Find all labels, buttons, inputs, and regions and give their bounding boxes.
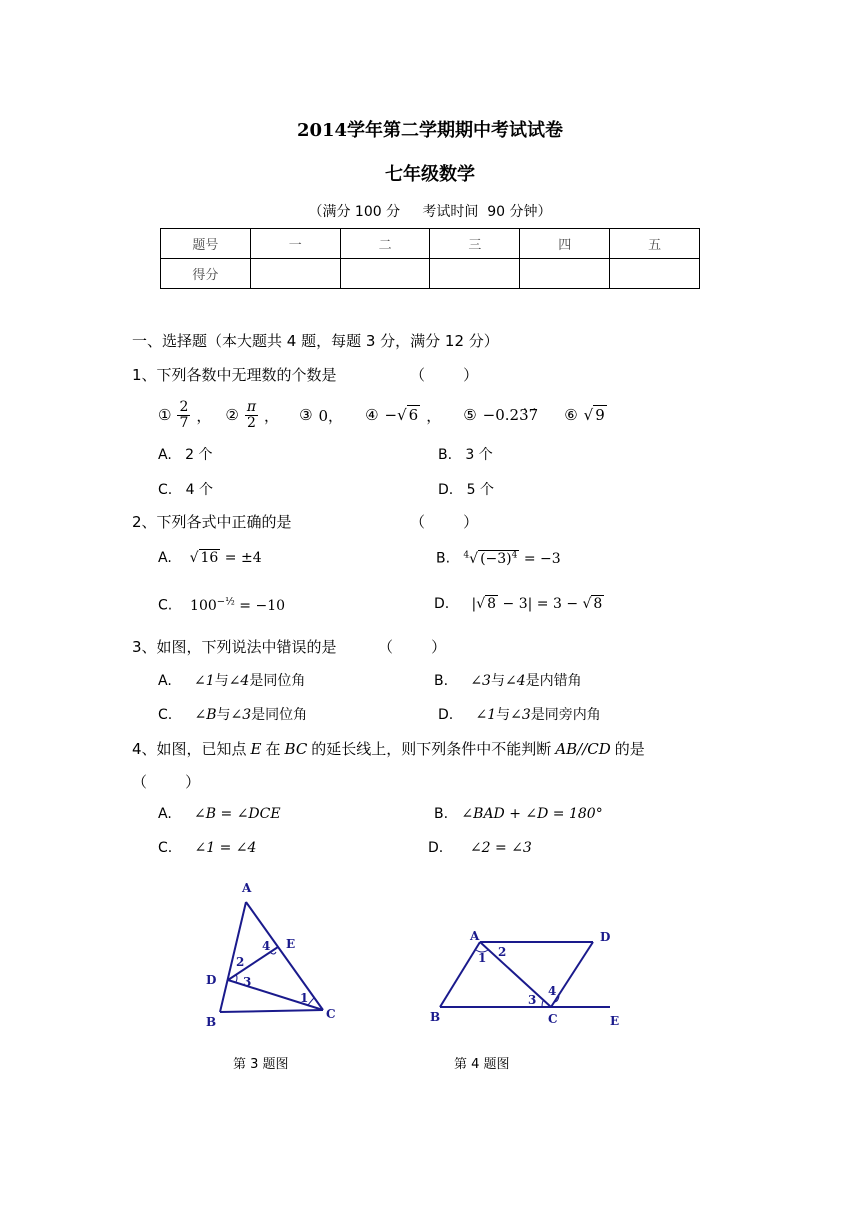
separator: ， — [196, 406, 212, 425]
label-A: A — [470, 929, 480, 943]
q3-option-a[interactable]: A. ∠1与∠4是同位角 — [158, 673, 306, 689]
label-B: B — [206, 1015, 217, 1029]
segment-ac — [480, 942, 551, 1007]
question-2-answer-paren[interactable]: （ ） — [410, 513, 479, 531]
score-input-cell[interactable] — [250, 259, 340, 289]
angle-arc-1 — [308, 998, 314, 1005]
q4-option-a[interactable]: A. ∠B = ∠DCE — [158, 806, 281, 822]
segment-bc — [220, 1010, 323, 1012]
q4-option-c[interactable]: C. ∠1 = ∠4 — [158, 840, 257, 856]
exam-info: （满分 100 分 考试时间 90 分钟） — [308, 204, 552, 220]
question-3-stem: 3、如图，下列说法中错误的是 — [132, 638, 337, 656]
q1-option-d[interactable]: D. 5 个 — [438, 482, 494, 498]
label-D: D — [206, 973, 217, 987]
q3-option-b[interactable]: B. ∠3与∠4是内错角 — [434, 673, 582, 689]
label-4: 4 — [262, 939, 271, 953]
label-4: 4 — [548, 984, 557, 998]
q2-option-a[interactable]: A. √ 16 = ±4 — [158, 550, 262, 566]
item-marker: ⑤ — [463, 406, 477, 424]
q1-option-a[interactable]: A. 2 个 — [158, 447, 213, 463]
score-table — [160, 228, 700, 289]
q4-option-b[interactable]: B. ∠BAD + ∠D = 180° — [434, 806, 603, 822]
label-1: 1 — [300, 991, 309, 1005]
item-marker: ④ — [365, 406, 379, 424]
separator: ， — [426, 406, 442, 425]
score-cell: 四 — [520, 229, 610, 259]
score-cell: 三 — [430, 229, 520, 259]
value-neg-sqrt6: −√ 6 — [384, 406, 419, 424]
score-table-header-row — [161, 229, 700, 259]
question-3-answer-paren[interactable]: （ ） — [378, 638, 447, 656]
item-marker: ① — [158, 406, 172, 424]
value-zero: 0， — [318, 406, 344, 425]
score-cell: 题号 — [161, 229, 251, 259]
figure-3-caption: 第 3 题图 — [233, 1057, 289, 1072]
value-sqrt9: √ 9 — [583, 406, 605, 424]
q1-option-c[interactable]: C. 4 个 — [158, 482, 213, 498]
score-cell: 一 — [250, 229, 340, 259]
angle-arc-4 — [270, 952, 276, 954]
q2-option-c[interactable]: C. $100^{-\frac{1}{2}} = -10$ — [158, 596, 286, 614]
label-3: 3 — [528, 993, 537, 1007]
label-E: E — [286, 937, 296, 951]
segment-ab — [440, 942, 480, 1007]
value-repeating-decimal: −0.23̇7̇ — [482, 406, 539, 424]
label-2: 2 — [498, 945, 507, 959]
label-A: A — [242, 881, 252, 895]
question-2-stem: 2、下列各式中正确的是 — [132, 513, 292, 531]
q1-option-b[interactable]: B. 3 个 — [438, 447, 493, 463]
q3-option-d[interactable]: D. ∠1与∠3是同旁内角 — [438, 707, 601, 723]
score-table-score-row — [161, 259, 700, 289]
score-input-cell[interactable] — [340, 259, 430, 289]
separator: ， — [264, 406, 280, 425]
label-C: C — [326, 1007, 336, 1021]
item-marker: ③ — [299, 406, 313, 424]
question-4-stem: 4、如图，已知点 E 在 BC 的延长线上，则下列条件中不能判断 AB//CD 的是 — [132, 740, 645, 758]
exam-title: 2014学年第二学期期中考试试卷 — [296, 120, 564, 141]
label-1: 1 — [478, 951, 487, 965]
figure-4-parallelogram — [420, 920, 640, 1040]
label-2: 2 — [236, 955, 245, 969]
question-1-items — [158, 394, 607, 436]
subject-title: 七年级数学 — [385, 164, 475, 185]
score-input-cell[interactable] — [520, 259, 610, 289]
item-marker: ⑥ — [564, 406, 578, 424]
figure-3-triangle — [190, 870, 360, 1040]
score-cell: 五 — [610, 229, 700, 259]
question-1-answer-paren[interactable]: （ ） — [410, 366, 479, 384]
score-cell: 二 — [340, 229, 430, 259]
question-1-stem: 1、下列各数中无理数的个数是 — [132, 366, 337, 384]
label-D: D — [600, 930, 611, 944]
label-E: E — [610, 1014, 620, 1028]
label-B: B — [430, 1010, 441, 1024]
figure-4-caption: 第 4 题图 — [454, 1057, 510, 1072]
q2-option-b[interactable]: B. $^4$√ $(-3)^4 = -3$ — [436, 550, 561, 567]
score-cell: 得分 — [161, 259, 251, 289]
segment-dc — [551, 942, 593, 1007]
q4-option-d[interactable]: D. ∠2 = ∠3 — [428, 840, 532, 856]
q2-option-d[interactable]: D. |√ 8 − 3| = 3 − √ 8 — [434, 596, 603, 612]
score-input-cell[interactable] — [610, 259, 700, 289]
fraction-pi-2: $\frac{\pi}{2}$ — [246, 398, 257, 431]
label-C: C — [548, 1012, 558, 1026]
score-input-cell[interactable] — [430, 259, 520, 289]
section-heading: 一、选择题（本大题共 4 题，每题 3 分，满分 12 分） — [132, 332, 499, 350]
label-3: 3 — [243, 975, 252, 989]
question-4-answer-paren[interactable]: （ ） — [132, 773, 201, 791]
segment-ac — [246, 902, 323, 1010]
item-marker: ② — [225, 406, 239, 424]
fraction-2-7: $\frac{2}{7}$ — [179, 398, 189, 431]
q3-option-c[interactable]: C. ∠B与∠3是同位角 — [158, 707, 308, 723]
angle-arc-2 — [236, 974, 237, 982]
